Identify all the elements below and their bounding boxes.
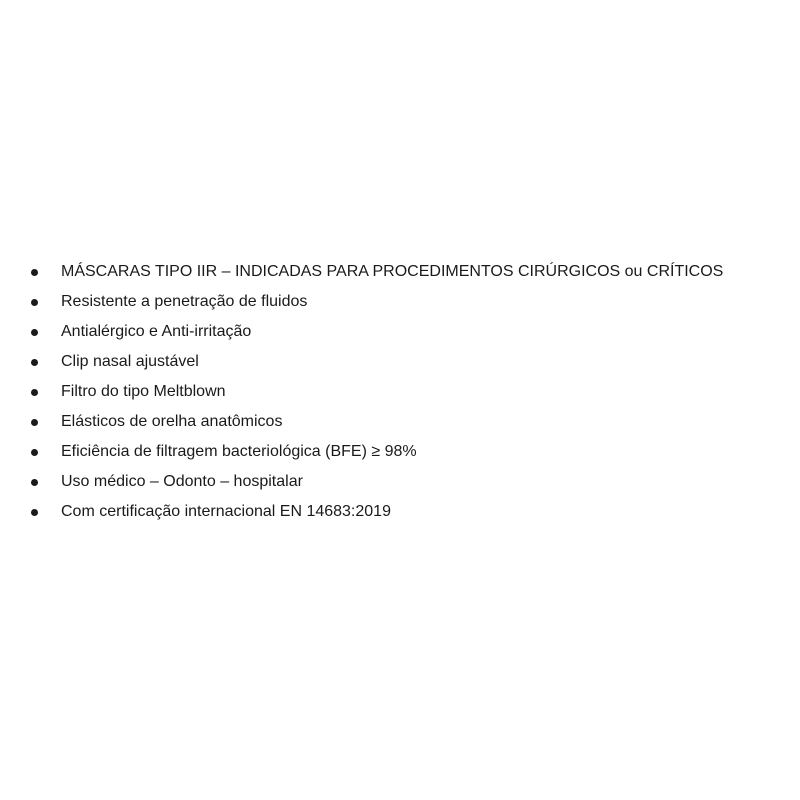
bullet-icon — [31, 449, 38, 456]
list-item — [0, 497, 800, 527]
list-item-text: Filtro do tipo Meltblown — [61, 383, 226, 400]
list-item — [0, 257, 800, 287]
list-item-text: Antialérgico e Anti-irritação — [61, 323, 252, 340]
bullet-icon — [31, 299, 38, 306]
list-item-text: Com certificação internacional EN 14683:2019 — [61, 503, 391, 520]
list-item-text: Uso médico – Odonto – hospitalar — [61, 473, 303, 490]
bullet-icon — [31, 269, 38, 276]
list-item-text: Elásticos de orelha anatômicos — [61, 413, 283, 430]
list-item-text: MÁSCARAS TIPO IIR – INDICADAS PARA PROCEDIMENTOS CIRÚRGICOS ou CRÍTICOS — [61, 263, 724, 280]
list-item — [0, 287, 800, 317]
list-item-text: Clip nasal ajustável — [61, 353, 199, 370]
bullet-icon — [31, 389, 38, 396]
list-item-text: Eficiência de filtragem bacteriológica (BFE) ≥ 98% — [61, 443, 417, 460]
bullet-icon — [31, 359, 38, 366]
list-item — [0, 347, 800, 377]
feature-list — [0, 257, 800, 527]
bullet-icon — [31, 479, 38, 486]
list-item — [0, 317, 800, 347]
bullet-icon — [31, 509, 38, 516]
list-item — [0, 377, 800, 407]
list-item — [0, 437, 800, 467]
list-item-text: Resistente a penetração de fluidos — [61, 293, 308, 310]
list-item — [0, 407, 800, 437]
bullet-icon — [31, 419, 38, 426]
bullet-icon — [31, 329, 38, 336]
list-item — [0, 467, 800, 497]
